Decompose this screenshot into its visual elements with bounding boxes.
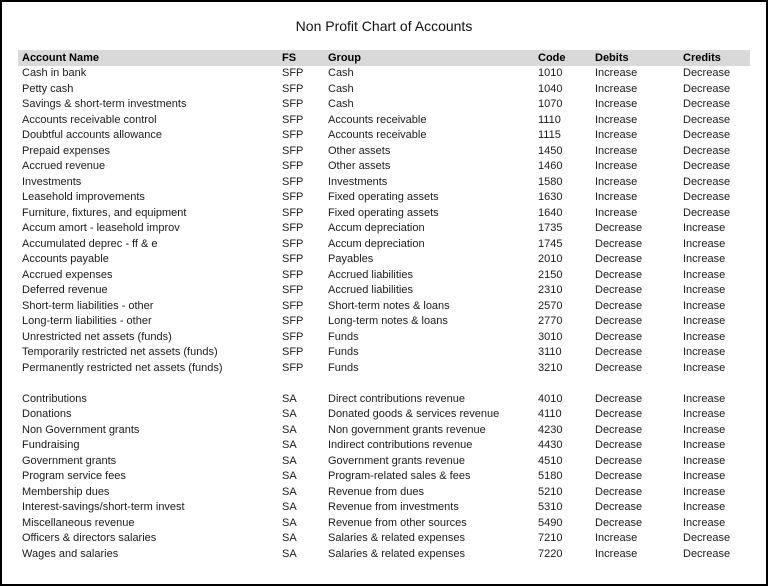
cell-code: 1110 [538,113,561,126]
cell-group: Donated goods & services revenue [328,408,500,420]
cell-credits: Increase [683,361,726,374]
cell-debits: Decrease [595,361,643,374]
table-row [18,345,750,361]
cell-fs: SA [282,439,297,451]
column-header-code: Code [534,50,591,66]
cell-group: Fixed operating assets [328,206,439,219]
cell-account-name: Temporarily restricted net assets (funds) [22,346,218,358]
cell-fs: SFP [282,222,304,234]
cell-credits: Increase [683,454,726,467]
column-header-fs: FS [278,50,324,66]
cell-account-name: Permanently restricted net assets (funds) [22,361,223,374]
cell-group: Revenue from other sources [328,516,467,529]
table-row [18,113,750,129]
cell-credits: Increase [683,330,726,343]
cell-code: 1450 [538,144,563,157]
table-row [18,500,750,516]
cell-fs: SFP [282,330,304,343]
cell-debits: Decrease [595,454,643,467]
table-row [18,361,750,377]
cell-fs: SFP [282,67,304,79]
table-row [18,237,750,253]
cell-code: 3110 [538,346,562,358]
cell-credits: Increase [683,501,726,513]
table-row [18,407,750,423]
table-row [18,531,750,547]
cell-fs: SFP [282,191,304,203]
column-header-credits: Credits [679,50,750,66]
cell-group: Accrued liabilities [328,268,413,281]
cell-fs: SA [282,485,297,498]
cell-group: Accounts receivable [328,129,427,141]
table-row [18,392,750,408]
cell-credits: Decrease [683,191,731,203]
cell-account-name: Deferred revenue [22,284,108,296]
cell-group: Other assets [328,160,391,172]
cell-credits: Decrease [683,67,731,79]
cell-account-name: Short-term liabilities - other [22,299,154,312]
cell-group: Cash [328,98,354,110]
spacer-row [18,376,750,392]
cell-code: 5310 [538,501,563,513]
cell-fs: SFP [282,160,304,172]
cell-group: Accum depreciation [328,237,425,250]
table-row [18,252,750,268]
cell-group: Funds [328,361,359,374]
cell-group: Short-term notes & loans [328,299,450,312]
cell-credits: Increase [683,299,726,312]
cell-account-name: Miscellaneous revenue [22,516,135,529]
cell-credits: Decrease [683,547,731,560]
cell-code: 1040 [538,82,563,95]
cell-debits: Increase [595,206,638,219]
cell-debits: Decrease [595,408,643,420]
cell-code: 7220 [538,547,563,560]
table-row [18,547,750,563]
cell-debits: Decrease [595,346,643,358]
cell-group: Investments [328,175,388,188]
table-row [18,97,750,113]
cell-fs: SFP [282,206,304,219]
cell-debits: Decrease [595,423,643,436]
cell-debits: Increase [595,129,638,141]
cell-code: 2010 [538,253,563,265]
cell-fs: SFP [282,253,304,265]
cell-account-name: Long-term liabilities - other [22,315,152,327]
cell-group: Program-related sales & fees [328,470,471,482]
cell-credits: Increase [683,253,726,265]
table-row [18,469,750,485]
cell-credits: Decrease [683,532,731,544]
cell-code: 4010 [538,392,563,405]
column-header-account-name: Account Name [18,50,278,66]
cell-account-name: Prepaid expenses [22,144,111,157]
column-header-group: Group [324,50,534,66]
cell-fs: SFP [282,82,304,95]
cell-debits: Increase [595,67,638,79]
cell-fs: SA [282,470,297,482]
cell-debits: Decrease [595,315,643,327]
cell-credits: Decrease [683,175,731,188]
cell-group: Direct contributions revenue [328,392,465,405]
cell-group: Accrued liabilities [328,284,413,296]
cell-group: Cash [328,67,354,79]
cell-credits: Increase [683,470,726,482]
cell-fs: SA [282,532,297,544]
table-row [18,159,750,175]
cell-code: 1070 [538,98,563,110]
cell-account-name: Program service fees [22,470,126,482]
cell-debits: Decrease [595,237,643,250]
table-header-row [18,50,750,66]
cell-group: Funds [328,346,359,358]
cell-account-name: Membership dues [22,485,110,498]
cell-code: 1460 [538,160,563,172]
cell-account-name: Unrestricted net assets (funds) [22,330,172,343]
column-header-debits: Debits [591,50,679,66]
cell-code: 3210 [538,361,563,374]
cell-code: 2570 [538,299,563,312]
cell-group: Revenue from dues [328,485,424,498]
cell-credits: Increase [683,439,726,451]
table-row [18,516,750,532]
page-title: Non Profit Chart of Accounts [295,18,473,34]
cell-credits: Increase [683,237,726,250]
table-row [18,128,750,144]
cell-fs: SFP [282,175,304,188]
cell-account-name: Accum amort - leasehold improv [22,222,180,234]
table-row [18,454,750,470]
cell-group: Salaries & related expenses [328,532,465,544]
cell-group: Payables [328,253,374,265]
cell-group: Government grants revenue [328,454,465,467]
cell-code: 7210 [538,532,563,544]
cell-credits: Increase [683,284,726,296]
table-row [18,175,750,191]
cell-group: Accounts receivable [328,113,427,126]
cell-fs: SA [282,516,297,529]
cell-code: 4110 [538,408,562,420]
cell-group: Other assets [328,144,391,157]
cell-account-name: Savings & short-term investments [22,98,187,110]
cell-code: 5210 [538,485,563,498]
table-row [18,314,750,330]
cell-account-name: Accounts payable [22,253,109,265]
table-row [18,66,750,82]
cell-account-name: Donations [22,408,72,420]
cell-debits: Increase [595,175,638,188]
cell-credits: Increase [683,408,726,420]
cell-debits: Increase [595,547,638,560]
cell-group: Fixed operating assets [328,191,439,203]
cell-group: Indirect contributions revenue [328,439,473,451]
cell-code: 2150 [538,268,563,281]
cell-debits: Increase [595,82,638,95]
cell-credits: Decrease [683,129,731,141]
cell-account-name: Leasehold improvements [22,191,145,203]
cell-debits: Increase [595,160,638,172]
cell-group: Salaries & related expenses [328,547,465,560]
cell-code: 1580 [538,175,563,188]
cell-credits: Decrease [683,82,731,95]
cell-credits: Increase [683,516,726,529]
cell-group: Cash [328,82,354,95]
table-row [18,283,750,299]
cell-debits: Increase [595,98,638,110]
cell-code: 1630 [538,191,563,203]
cell-credits: Increase [683,222,726,234]
cell-fs: SFP [282,129,304,141]
cell-group: Accum depreciation [328,222,425,234]
cell-fs: SFP [282,113,304,126]
cell-account-name: Government grants [22,454,117,467]
cell-debits: Decrease [595,222,643,234]
cell-fs: SFP [282,346,304,358]
table-row [18,144,750,160]
cell-debits: Decrease [595,501,643,513]
cell-account-name: Officers & directors salaries [22,532,157,544]
table-row [18,268,750,284]
cell-credits: Increase [683,392,726,405]
cell-account-name: Interest-savings/short-term invest [22,501,185,513]
table-row [18,423,750,439]
cell-fs: SA [282,423,297,436]
cell-account-name: Doubtful accounts allowance [22,129,163,141]
cell-fs: SA [282,501,297,513]
cell-fs: SA [282,547,297,560]
cell-credits: Increase [683,346,726,358]
table-row [18,82,750,98]
cell-account-name: Investments [22,175,82,188]
cell-debits: Decrease [595,392,643,405]
cell-debits: Decrease [595,485,643,498]
cell-account-name: Accrued revenue [22,160,106,172]
cell-debits: Decrease [595,253,643,265]
cell-fs: SFP [282,299,304,312]
cell-fs: SA [282,408,297,420]
cell-fs: SFP [282,237,304,250]
cell-account-name: Accumulated deprec - ff & e [22,237,158,250]
cell-debits: Increase [595,144,638,157]
cell-code: 2770 [538,315,563,327]
cell-debits: Increase [595,532,638,544]
table-row [18,330,750,346]
table-body [18,66,750,562]
cell-code: 4430 [538,439,563,451]
cell-credits: Decrease [683,160,731,172]
cell-account-name: Furniture, fixtures, and equipment [22,206,187,219]
cell-credits: Decrease [683,144,731,157]
cell-code: 1735 [538,222,563,234]
cell-credits: Decrease [683,113,731,126]
cell-group: Funds [328,330,359,343]
cell-code: 5180 [538,470,563,482]
cell-credits: Decrease [683,98,731,110]
cell-group: Non government grants revenue [328,423,486,436]
cell-fs: SFP [282,315,304,327]
table-row [18,190,750,206]
cell-code: 1745 [538,237,563,250]
cell-code: 2310 [538,284,563,296]
cell-debits: Increase [595,191,638,203]
cell-account-name: Contributions [22,392,87,405]
cell-code: 1115 [538,129,561,141]
cell-credits: Increase [683,315,726,327]
cell-fs: SFP [282,144,304,157]
cell-fs: SA [282,392,297,405]
cell-code: 1640 [538,206,563,219]
spacer-cell [18,376,750,392]
cell-fs: SA [282,454,297,467]
cell-group: Revenue from investments [328,501,459,513]
cell-account-name: Accrued expenses [22,268,113,281]
cell-fs: SFP [282,284,304,296]
cell-account-name: Wages and salaries [22,547,119,560]
cell-debits: Decrease [595,299,643,312]
cell-credits: Increase [683,268,726,281]
cell-account-name: Non Government grants [22,423,140,436]
cell-fs: SFP [282,268,304,281]
cell-fs: SFP [282,361,304,374]
table-row [18,221,750,237]
table-row [18,299,750,315]
cell-code: 4230 [538,423,563,436]
cell-code: 5490 [538,516,563,529]
cell-account-name: Fundraising [22,439,80,451]
cell-credits: Decrease [683,206,731,219]
cell-group: Long-term notes & loans [328,315,448,327]
cell-debits: Decrease [595,284,643,296]
cell-account-name: Accounts receivable control [22,113,157,126]
cell-credits: Increase [683,485,726,498]
cell-credits: Increase [683,423,726,436]
cell-code: 1010 [538,67,563,79]
cell-debits: Decrease [595,470,643,482]
cell-debits: Decrease [595,516,643,529]
table-row [18,485,750,501]
cell-code: 3010 [538,330,563,343]
cell-debits: Decrease [595,330,643,343]
table-row [18,438,750,454]
cell-fs: SFP [282,98,304,110]
chart-of-accounts-table [18,50,750,562]
cell-code: 4510 [538,454,563,467]
cell-debits: Decrease [595,268,643,281]
cell-account-name: Cash in bank [22,67,87,79]
cell-debits: Decrease [595,439,643,451]
table-row [18,206,750,222]
cell-account-name: Petty cash [22,82,74,95]
cell-debits: Increase [595,113,638,126]
